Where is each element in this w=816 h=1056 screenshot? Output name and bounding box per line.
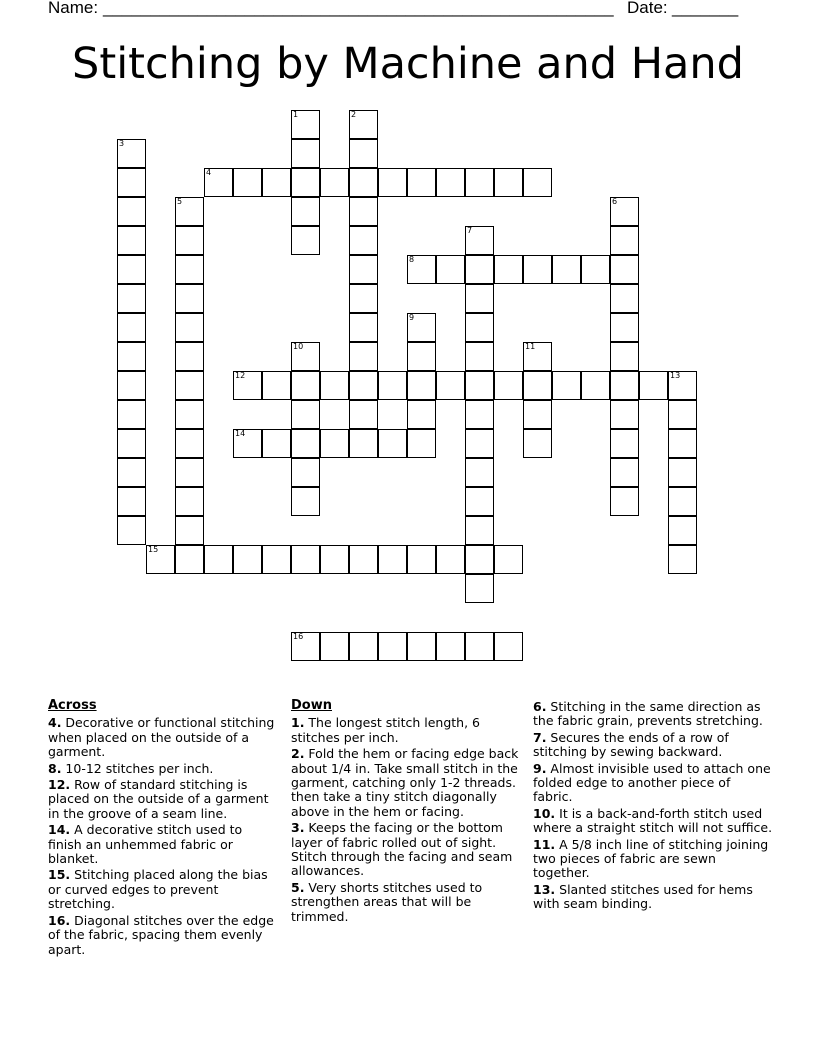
grid-cell[interactable]: [610, 458, 639, 487]
grid-cell[interactable]: [436, 545, 465, 574]
grid-cell[interactable]: [436, 632, 465, 661]
grid-cell[interactable]: [378, 545, 407, 574]
grid-cell[interactable]: [349, 371, 378, 400]
grid-cell[interactable]: [175, 458, 204, 487]
grid-cell[interactable]: [668, 458, 697, 487]
clue-item-number: 3.: [291, 820, 305, 836]
grid-cell[interactable]: [436, 371, 465, 400]
name-field[interactable]: ______________________________________________________: [103, 0, 614, 17]
grid-cell[interactable]: [465, 313, 494, 342]
grid-cell[interactable]: [349, 632, 378, 661]
grid-cell[interactable]: [610, 255, 639, 284]
clue-item: [48, 868, 278, 911]
clue-item-text: Keeps the facing or the bottom layer of fabric rolled out of sight. Stitch through the facing and seam allowances.: [291, 820, 513, 879]
clue-item: [533, 883, 773, 912]
across-clues: [48, 699, 278, 959]
grid-cell[interactable]: [610, 487, 639, 516]
clue-number: 15: [148, 545, 159, 554]
clue-number: 13: [670, 371, 681, 380]
clue-item-number: 2.: [291, 746, 305, 762]
clue-item-text: 10-12 stitches per inch.: [61, 760, 214, 776]
grid-cell[interactable]: [233, 371, 262, 400]
down-clue-list: [291, 716, 526, 924]
grid-cell[interactable]: [465, 371, 494, 400]
clue-item: [533, 731, 773, 760]
grid-cell[interactable]: [175, 197, 204, 226]
grid-cell[interactable]: [349, 284, 378, 313]
clue-item-number: 7.: [533, 729, 547, 745]
grid-cell[interactable]: [523, 429, 552, 458]
clue-number: 5: [177, 197, 183, 206]
grid-cell[interactable]: [668, 516, 697, 545]
across-heading: Across: [48, 698, 97, 713]
grid-cell[interactable]: [552, 371, 581, 400]
grid-cell[interactable]: [291, 342, 320, 371]
grid-cell[interactable]: [175, 313, 204, 342]
clue-item-text: Row of standard stitching is placed on the outside of a garment in the groove of a seam line.: [48, 777, 269, 821]
clue-item: [48, 762, 278, 776]
grid-cell[interactable]: [465, 516, 494, 545]
grid-cell[interactable]: [320, 429, 349, 458]
page-title: Stitching by Machine and Hand: [72, 39, 744, 89]
grid-cell[interactable]: [117, 255, 146, 284]
grid-cell[interactable]: [117, 429, 146, 458]
grid-cell[interactable]: [233, 168, 262, 197]
grid-cell[interactable]: [523, 342, 552, 371]
grid-cell[interactable]: [117, 516, 146, 545]
grid-cell[interactable]: [349, 342, 378, 371]
clue-item: [291, 821, 526, 879]
down-clues-continued: [533, 700, 773, 914]
clue-item-number: 15.: [48, 867, 71, 883]
grid-cell[interactable]: [436, 255, 465, 284]
grid-cell[interactable]: [668, 371, 697, 400]
grid-cell[interactable]: [175, 371, 204, 400]
grid-cell[interactable]: [204, 545, 233, 574]
grid-cell[interactable]: [233, 429, 262, 458]
grid-cell[interactable]: [349, 255, 378, 284]
grid-cell[interactable]: [117, 139, 146, 168]
grid-cell[interactable]: [610, 371, 639, 400]
grid-cell[interactable]: [407, 313, 436, 342]
grid-cell[interactable]: [320, 545, 349, 574]
grid-cell[interactable]: [175, 284, 204, 313]
grid-cell[interactable]: [465, 545, 494, 574]
grid-cell[interactable]: [378, 371, 407, 400]
grid-cell[interactable]: [465, 342, 494, 371]
grid-cell[interactable]: [610, 400, 639, 429]
grid-cell[interactable]: [349, 429, 378, 458]
grid-cell[interactable]: [407, 429, 436, 458]
clue-number: 8: [409, 255, 415, 264]
grid-cell[interactable]: [494, 545, 523, 574]
down-clues: [291, 699, 526, 926]
date-field[interactable]: _______: [672, 0, 739, 17]
grid-cell[interactable]: [117, 400, 146, 429]
grid-cell[interactable]: [117, 197, 146, 226]
clue-item: [291, 881, 526, 924]
clue-number: 9: [409, 313, 415, 322]
clue-item-text: Almost invisible used to attach one folded edge to another piece of fabric.: [533, 760, 771, 805]
grid-cell[interactable]: [407, 632, 436, 661]
grid-cell[interactable]: [175, 429, 204, 458]
clue-item-number: 10.: [533, 805, 556, 821]
clue-item-number: 13.: [533, 881, 556, 897]
grid-cell[interactable]: [639, 371, 668, 400]
clue-item: [533, 762, 773, 805]
grid-cell[interactable]: [465, 284, 494, 313]
clue-item: [48, 823, 278, 866]
grid-cell[interactable]: [552, 255, 581, 284]
grid-cell[interactable]: [465, 400, 494, 429]
clue-item-text: Secures the ends of a row of stitching by sewing backward.: [533, 729, 729, 760]
grid-cell[interactable]: [320, 371, 349, 400]
clue-item: [48, 914, 278, 957]
clue-item-number: 11.: [533, 836, 556, 852]
grid-cell[interactable]: [378, 168, 407, 197]
grid-cell[interactable]: [407, 400, 436, 429]
grid-cell[interactable]: [349, 168, 378, 197]
clue-number: 16: [293, 632, 304, 641]
grid-cell[interactable]: [175, 487, 204, 516]
clue-item: [533, 838, 773, 881]
grid-cell[interactable]: [175, 400, 204, 429]
grid-cell[interactable]: [146, 545, 175, 574]
clue-item-text: Slanted stitches used for hems with seam binding.: [533, 881, 753, 912]
grid-cell[interactable]: [175, 545, 204, 574]
grid-cell[interactable]: [117, 371, 146, 400]
grid-cell[interactable]: [349, 110, 378, 139]
grid-cell[interactable]: [668, 400, 697, 429]
name-label: Name:: [48, 0, 99, 17]
grid-cell[interactable]: [175, 255, 204, 284]
clue-number: 7: [467, 226, 473, 235]
grid-cell[interactable]: [668, 545, 697, 574]
grid-cell[interactable]: [175, 516, 204, 545]
grid-cell[interactable]: [291, 197, 320, 226]
grid-cell[interactable]: [349, 139, 378, 168]
grid-cell[interactable]: [407, 371, 436, 400]
grid-cell[interactable]: [407, 545, 436, 574]
grid-cell[interactable]: [320, 168, 349, 197]
clue-number: 4: [206, 168, 212, 177]
grid-cell[interactable]: [291, 458, 320, 487]
clue-item-text: Stitching placed along the bias or curved edges to prevent stretching.: [48, 867, 268, 912]
clue-item-number: 16.: [48, 912, 71, 928]
grid-cell[interactable]: [117, 313, 146, 342]
grid-cell[interactable]: [117, 458, 146, 487]
grid-cell[interactable]: [610, 313, 639, 342]
grid-cell[interactable]: [349, 400, 378, 429]
grid-cell[interactable]: [117, 284, 146, 313]
grid-cell[interactable]: [378, 632, 407, 661]
clue-item-number: 14.: [48, 822, 71, 838]
clue-item-number: 8.: [48, 760, 62, 776]
clue-item-number: 12.: [48, 777, 71, 793]
grid-cell[interactable]: [610, 342, 639, 371]
grid-cell[interactable]: [291, 110, 320, 139]
grid-cell[interactable]: [378, 429, 407, 458]
grid-cell[interactable]: [407, 255, 436, 284]
grid-cell[interactable]: [291, 226, 320, 255]
grid-cell[interactable]: [465, 429, 494, 458]
date-label: Date:: [627, 0, 668, 17]
grid-cell[interactable]: [465, 487, 494, 516]
grid-cell[interactable]: [494, 255, 523, 284]
grid-cell[interactable]: [204, 168, 233, 197]
grid-cell[interactable]: [465, 632, 494, 661]
grid-cell[interactable]: [175, 342, 204, 371]
grid-cell[interactable]: [436, 168, 465, 197]
grid-cell[interactable]: [320, 632, 349, 661]
clue-item-text: Diagonal stitches over the edge of the fabric, spacing them evenly apart.: [48, 912, 274, 957]
grid-cell[interactable]: [349, 545, 378, 574]
grid-cell[interactable]: [610, 429, 639, 458]
grid-cell[interactable]: [610, 284, 639, 313]
clue-item-number: 1.: [291, 715, 305, 731]
grid-cell[interactable]: [117, 487, 146, 516]
clue-item-text: The longest stitch length, 6 stitches per inch.: [291, 715, 481, 745]
grid-cell[interactable]: [291, 371, 320, 400]
grid-cell[interactable]: [465, 168, 494, 197]
grid-cell[interactable]: [117, 226, 146, 255]
grid-cell[interactable]: [262, 429, 291, 458]
grid-cell[interactable]: [233, 545, 262, 574]
grid-cell[interactable]: [262, 545, 291, 574]
grid-cell[interactable]: [523, 400, 552, 429]
grid-cell[interactable]: [262, 168, 291, 197]
clue-item: [533, 807, 773, 836]
grid-cell[interactable]: [523, 371, 552, 400]
clue-number: 10: [293, 342, 304, 351]
grid-cell[interactable]: [407, 168, 436, 197]
clue-item-text: Decorative or functional stitching when placed on the outside of a garment.: [48, 715, 275, 760]
grid-cell[interactable]: [175, 226, 204, 255]
clue-number: 2: [351, 110, 357, 119]
grid-cell[interactable]: [291, 400, 320, 429]
grid-cell[interactable]: [349, 226, 378, 255]
grid-cell[interactable]: [291, 429, 320, 458]
grid-cell[interactable]: [523, 255, 552, 284]
grid-cell[interactable]: [291, 139, 320, 168]
clue-item-text: A 5/8 inch line of stitching joining two pieces of fabric are sewn together.: [533, 836, 769, 881]
clue-item-number: 9.: [533, 760, 547, 776]
clue-number: 11: [525, 342, 536, 351]
grid-cell[interactable]: [494, 168, 523, 197]
grid-cell[interactable]: [291, 632, 320, 661]
grid-cell[interactable]: [523, 168, 552, 197]
grid-cell[interactable]: [581, 255, 610, 284]
grid-cell[interactable]: [494, 371, 523, 400]
grid-cell[interactable]: [117, 168, 146, 197]
clue-number: 1: [293, 110, 299, 119]
clue-number: 12: [235, 371, 246, 380]
grid-cell[interactable]: [291, 487, 320, 516]
clue-item: [291, 716, 526, 745]
clue-number: 3: [119, 139, 125, 148]
grid-cell[interactable]: [117, 342, 146, 371]
grid-cell[interactable]: [349, 313, 378, 342]
clue-item-text: Stitching in the same direction as the fabric grain, prevents stretching.: [533, 699, 763, 729]
clue-item: [48, 778, 278, 821]
grid-cell[interactable]: [291, 168, 320, 197]
clue-number: 6: [612, 197, 618, 206]
clue-item-number: 5.: [291, 879, 305, 895]
grid-cell[interactable]: [407, 342, 436, 371]
grid-cell[interactable]: [494, 632, 523, 661]
grid-cell[interactable]: [465, 226, 494, 255]
grid-cell[interactable]: [610, 197, 639, 226]
clue-number: 14: [235, 429, 246, 438]
clue-item: [48, 716, 278, 759]
clue-item-text: Fold the hem or facing edge back about 1/4 in. Take small stitch in the garment, catching only 1-2 threads. then take a tiny stitch diagonally above in the hem or facing.: [291, 746, 519, 819]
clue-item: [291, 747, 526, 819]
down-clue-list-continued: [533, 700, 773, 912]
clue-item-text: A decorative stitch used to finish an unhemmed fabric or blanket.: [48, 822, 243, 867]
across-clue-list: [48, 716, 278, 957]
clue-item-text: It is a back-and-forth stitch used where a straight stitch will not suffice.: [533, 805, 773, 836]
down-heading: Down: [291, 698, 332, 713]
grid-cell[interactable]: [668, 429, 697, 458]
clue-item-number: 4.: [48, 715, 62, 731]
grid-cell[interactable]: [581, 371, 610, 400]
grid-cell[interactable]: [465, 255, 494, 284]
grid-cell[interactable]: [291, 545, 320, 574]
grid-cell[interactable]: [465, 574, 494, 603]
grid-cell[interactable]: [668, 487, 697, 516]
clue-item-number: 6.: [533, 699, 547, 714]
grid-cell[interactable]: [610, 226, 639, 255]
grid-cell[interactable]: [349, 197, 378, 226]
grid-cell[interactable]: [465, 458, 494, 487]
grid-cell[interactable]: [262, 371, 291, 400]
clue-item-text: Very shorts stitches used to strengthen areas that will be trimmed.: [291, 879, 483, 924]
clue-item: [533, 700, 773, 729]
